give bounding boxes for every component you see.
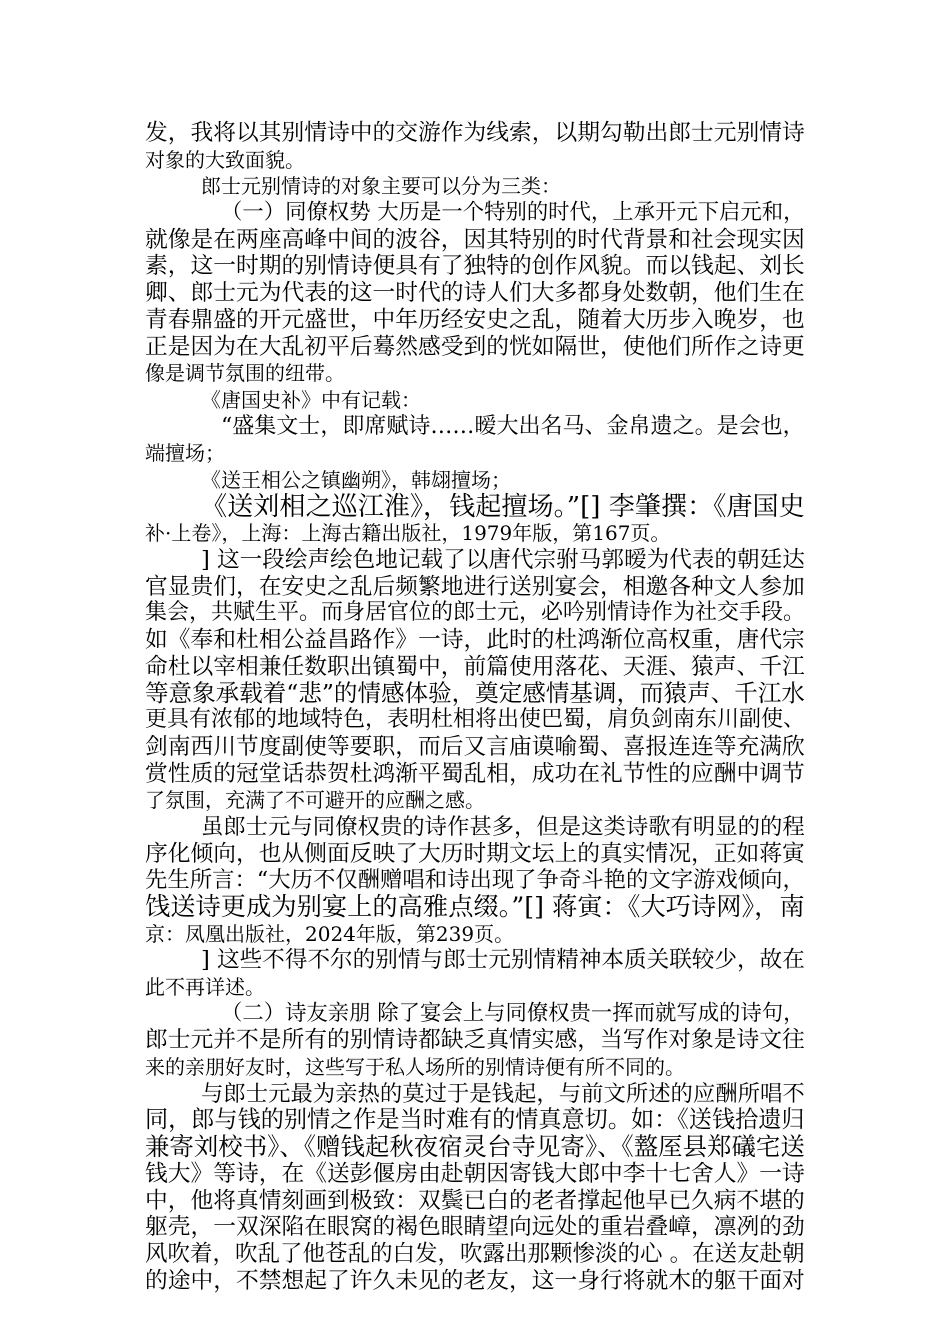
text-line: 郎士元别情诗的对象主要可以分为三类： [201,174,561,199]
text-line: 京：凤凰出版社，2024年版，第239页。 [145,921,515,946]
text-line: 就像是在两座高峰中间的波谷，因其特别的时代背景和社会现实因 [145,226,805,253]
text-line: 躯壳，一双深陷在眼窝的褐色眼睛望向远处的重岩叠嶂，凛冽的劲 [145,1214,805,1241]
text-line: 郎士元并不是所有的别情诗都缺乏真情实感，当写作对象是诗文往 [145,1027,805,1054]
text-line: 端擅场； [145,441,225,466]
text-line: 来的亲朋好友时，这些写于私人场所的别情诗便有所不同的。 [145,1055,685,1080]
text-line: 序化倾向，也从侧面反映了大历时期文坛上的真实情况，正如蒋寅 [145,840,805,867]
text-line: 素，这一时期的别情诗便具有了独特的创作风貌。而以钱起、刘长 [145,253,805,280]
text-line: （二）诗友亲朋 除了宴会上与同僚权贵一挥而就写成的诗句， [221,1000,805,1026]
text-line: 钱大》等诗，在《送彭偃房由赴朝因寄钱大郎中李十七舍人》一诗 [145,1160,805,1187]
text-line: 《送刘相之巡江淮》，钱起擅场。”[] 李肇撰：《唐国史 [201,491,805,522]
text-line: 如《奉和杜相公益昌路作》一诗，此时的杜鸿渐位高权重，唐代宗 [145,627,805,654]
text-line: 的途中，不禁想起了许久未见的老友，这一身行将就木的躯干面对 [145,1267,805,1294]
text-line: 更具有浓郁的地域特色，表明杜相将出使巴蜀，肩负剑南东川副使、 [145,707,806,733]
text-line: 集会，共赋生平。而身居官位的郎士元，必吟别情诗作为社交手段。 [145,600,806,626]
text-line: “盛集文士，即席赋诗……暧大出名马、金帛遗之。是会也， [221,413,805,439]
text-line: 卿、郎士元为代表的这一时代的诗人们大多都身处数朝，他们生在 [145,280,805,307]
text-line: 像是调节氛围的纽带。 [145,361,345,386]
text-line: 对象的大致面貌。 [145,147,305,172]
text-line: 《唐国史补》中有记载： [201,387,421,412]
text-line: 与郎士元最为亲热的莫过于是钱起，与前文所述的应酬所唱不 [201,1080,805,1107]
text-line: 青春鼎盛的开元盛世，中年历经安史之乱，随着大历步入晚岁，也 [145,306,805,333]
text-line: 正是因为在大乱初平后蓦然感受到的恍如隔世，使他们所作之诗更 [145,333,805,360]
text-line: 虽郎士元与同僚权贵的诗作甚多，但是这类诗歌有明显的的程 [201,813,805,840]
text-line: （一）同僚权势 大历是一个特别的时代，上承开元下启元和， [221,200,805,226]
text-line: 官显贵们，在安史之乱后频繁地进行送别宴会，相邀各种文人参加 [145,573,805,600]
text-line: 先生所言：“大历不仅酬赠唱和诗出现了争奇斗艳的文字游戏倾向， [145,867,805,894]
text-line: 同，郎与钱的别情之作是当时难有的情真意切。如：《送钱拾遗归 [145,1107,805,1134]
text-line: 了氛围，充满了不可避开的应酬之感。 [145,788,485,813]
text-line: 等意象承载着“悲”的情感体验，奠定感情基调，而猿声、千江水 [145,679,805,708]
text-line: 《送王相公之镇幽朔》，韩翃擅场； [201,467,511,492]
text-line: 赏性质的冠堂话恭贺杜鸿渐平蜀乱相，成功在礼节性的应酬中调节 [145,760,805,787]
text-line: 补·上卷》，上海：上海古籍出版社，1979年版，第167页。 [145,521,671,546]
text-line: 饯送诗更成为别宴上的高雅点缀。”[] 蒋寅：《大巧诗网》，南 [145,891,805,921]
text-line: 风吹着，吹乱了他苍乱的白发，吹露出那颗惨淡的心 。在送友赴朝 [145,1240,805,1267]
text-line: 中，他将真情刻画到极致：双鬓已白的老者撑起他早已久病不堪的 [145,1187,805,1214]
text-line: 兼寄刘校书》、《赠钱起秋夜宿灵台寺见寄》、《盩厔县郑礒宅送 [145,1132,805,1162]
document-page [145,120,805,1294]
text-line: 发，我将以其别情诗中的交游作为线索，以期勾勒出郎士元别情诗 [145,120,805,146]
text-line: 剑南西川节度副使等要职，而后又言庙谟喻蜀、喜报连连等充满欣 [145,733,805,760]
text-line: ] 这一段绘声绘色地记载了以唐代宗驸马郭暧为代表的朝廷达 [201,547,805,573]
text-line: 此不再详述。 [145,975,265,999]
text-line: ] 这些不得不尔的别情与郎士元别情精神本质关联较少，故在 [201,947,805,974]
text-line: 命杜以宰相兼任数职出镇蜀中，前篇使用落花、天涯、猿声、千江 [145,653,805,680]
